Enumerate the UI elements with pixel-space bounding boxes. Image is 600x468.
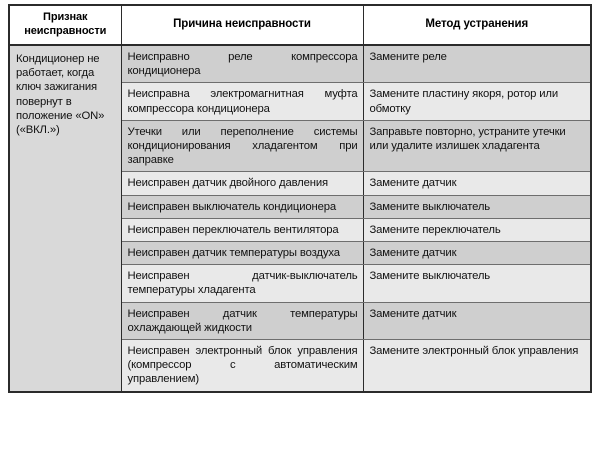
column-header-symptom: Признак неисправности (9, 5, 121, 45)
remedy-cell: Замените датчик (363, 242, 591, 265)
remedy-cell: Заправьте повторно, устраните утечки или удалите излишек хладагента (363, 120, 591, 172)
remedy-cell: Замените пластину якоря, ротор или обмотку (363, 83, 591, 120)
cause-cell: Неисправен датчик двойного давления (121, 172, 363, 195)
remedy-cell: Замените переключатель (363, 218, 591, 241)
cause-cell: Неисправен выключатель кондиционера (121, 195, 363, 218)
remedy-cell: Замените выключатель (363, 265, 591, 302)
header-row (9, 5, 591, 45)
cause-cell: Неисправен датчик температуры воздуха (121, 242, 363, 265)
cause-cell: Неисправно реле компрессора кондиционера (121, 45, 363, 83)
cause-cell: Неисправен датчик температуры охлаждающей жидкости (121, 302, 363, 339)
table-row (9, 45, 591, 83)
remedy-cell: Замените электронный блок управления (363, 340, 591, 392)
cause-cell: Неисправен датчик-выключатель температуры хладагента (121, 265, 363, 302)
cause-cell: Неисправна электромагнитная муфта компрессора кондиционера (121, 83, 363, 120)
fault-diagnosis-table (8, 4, 592, 393)
cause-cell: Неисправен переключатель вентилятора (121, 218, 363, 241)
remedy-cell: Замените выключатель (363, 195, 591, 218)
column-header-remedy: Метод устранения (363, 5, 591, 45)
column-header-cause: Причина неисправности (121, 5, 363, 45)
cause-cell: Неисправен электронный блок управления (компрессор с автоматическим управлением) (121, 340, 363, 392)
table-body (9, 45, 591, 392)
remedy-cell: Замените реле (363, 45, 591, 83)
remedy-cell: Замените датчик (363, 172, 591, 195)
remedy-cell: Замените датчик (363, 302, 591, 339)
cause-cell: Утечки или переполнение системы кондиционирования хладагентом при заправке (121, 120, 363, 172)
table-header (9, 5, 591, 45)
symptom-cell: Кондиционер не работает, когда ключ зажигания повернут в положение «ON» («ВКЛ.») (9, 45, 121, 392)
